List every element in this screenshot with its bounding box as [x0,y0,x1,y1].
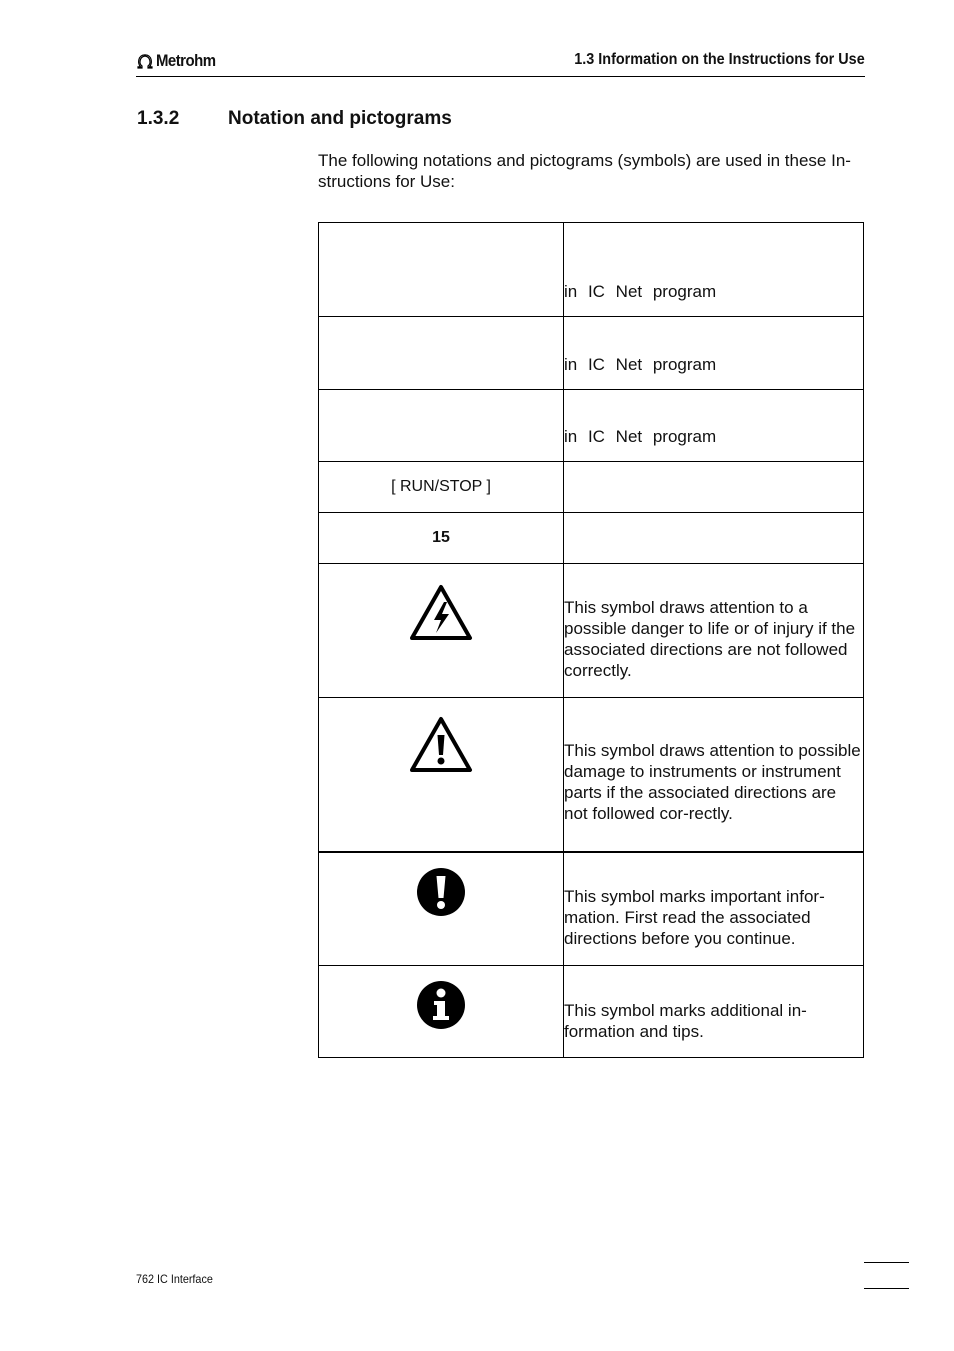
description-cell [564,317,864,390]
symbol-cell: [ RUN/STOP ] [319,462,564,513]
symbol-cell [319,564,564,698]
description-text: This symbol marks important infor-mation. First read the associated directions before you continue. [564,887,825,949]
footer-label: 762 IC Interface [136,1272,213,1286]
description-cell [564,223,864,317]
description-text: in IC Net program [564,427,717,446]
description-text: This symbol marks additional in-formation and tips. [564,1000,807,1041]
description-cell [564,390,864,462]
table-row [319,390,864,462]
footer-rule [864,1288,909,1289]
warning-exclamation-icon [409,716,473,774]
description-text: This symbol draws attention to a possible danger to life or of injury if the associated directions are not followed correctly. [564,597,856,680]
table-row [319,564,864,698]
metrohm-logo [136,51,224,71]
table-row [319,317,864,390]
description-text: in IC Net program [564,282,717,301]
electrical-hazard-icon [409,584,473,642]
intro-paragraph: The following notations and pictograms (symbols) are used in these In-structions for Use: [318,151,851,191]
symbol-cell [319,317,564,390]
description-cell [564,698,864,852]
description-cell [564,513,864,564]
symbol-cell [319,852,564,966]
table-row [319,513,864,564]
section-number: 1.3.2 [137,108,180,129]
footer-rule [864,1262,909,1263]
table-row [319,462,864,513]
running-title: 1.3 Information on the Instructions for Use [574,51,865,68]
important-exclamation-icon [416,867,466,917]
notation-table [318,222,864,1058]
metrohm-omega-icon [136,53,154,69]
logo-text: Metrohm [156,51,216,70]
description-cell [564,852,864,966]
section-heading [137,108,452,130]
page-header [136,48,865,77]
description-text: in IC Net program [564,355,717,374]
symbol-cell [319,698,564,852]
table-row [319,698,864,852]
symbol-cell: 15 [319,513,564,564]
table-row [319,223,864,317]
description-text: This symbol draws attention to possible damage to instruments or instrument parts if the associated directions are not followed cor-rectly. [564,741,861,824]
description-cell [564,564,864,698]
symbol-cell [319,223,564,317]
table-row [319,966,864,1058]
info-icon [416,980,466,1030]
section-title: Notation and pictograms [228,108,452,129]
description-cell [564,462,864,513]
symbol-cell [319,966,564,1058]
symbol-cell [319,390,564,462]
description-cell [564,966,864,1058]
table-row [319,852,864,966]
